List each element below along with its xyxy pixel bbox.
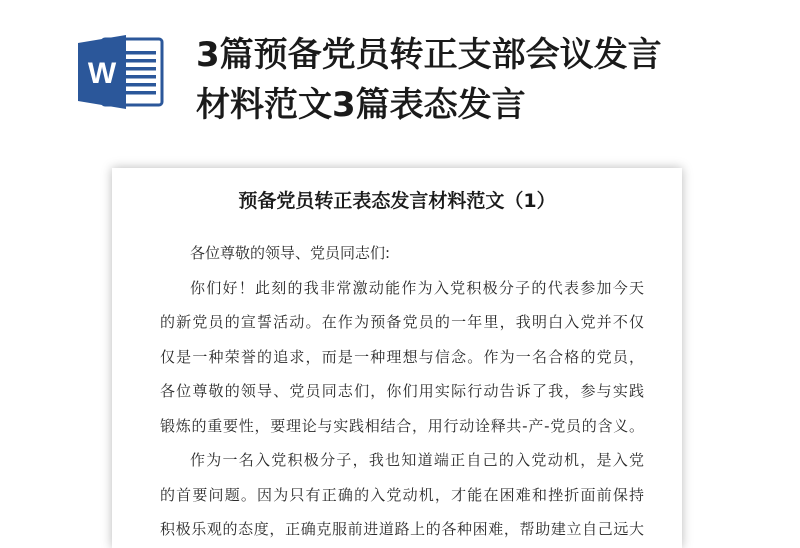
paragraph-line: 各位尊敬的领导、党员同志们，你们用实际行动告诉了我，参与实践 xyxy=(160,382,644,400)
paragraph-line: 各位尊敬的领导、党员同志们: xyxy=(190,244,391,262)
word-document-icon xyxy=(76,33,166,111)
document-title: 预备党员转正表态发言材料范文（1） xyxy=(238,190,556,212)
paragraph-line: 锻炼的重要性，要理论与实践相结合，用行动诠释共-产-党员的含义。 xyxy=(160,416,644,435)
paragraph-line: 仅是一种荣誉的追求，而是一种理想与信念。作为一名合格的党员， xyxy=(160,347,644,366)
document-page-preview xyxy=(112,168,682,548)
page-title-line-2: 材料范文3篇表态发言 xyxy=(196,85,526,125)
word-icon-letter: W xyxy=(87,57,117,90)
paragraph-line: 的首要问题。因为只有正确的入党动机，才能在困难和挫折面前保持 xyxy=(160,485,644,504)
document-body xyxy=(160,236,644,547)
page-title xyxy=(196,30,776,130)
paragraph-line: 积极乐观的态度，正确克服前进道路上的各种困难，帮助建立自己远大 xyxy=(160,520,644,538)
paragraph-line: 作为一名入党积极分子，我也知道端正自己的入党动机，是入党 xyxy=(190,451,644,469)
paragraph-line: 的新党员的宣誓活动。在作为预备党员的一年里，我明白入党并不仅 xyxy=(160,313,644,331)
paragraph-line: 你们好！此刻的我非常激动能作为入党积极分子的代表参加今天 xyxy=(190,278,644,297)
page-title-line-1: 3篇预备党员转正支部会议发言 xyxy=(196,35,662,75)
